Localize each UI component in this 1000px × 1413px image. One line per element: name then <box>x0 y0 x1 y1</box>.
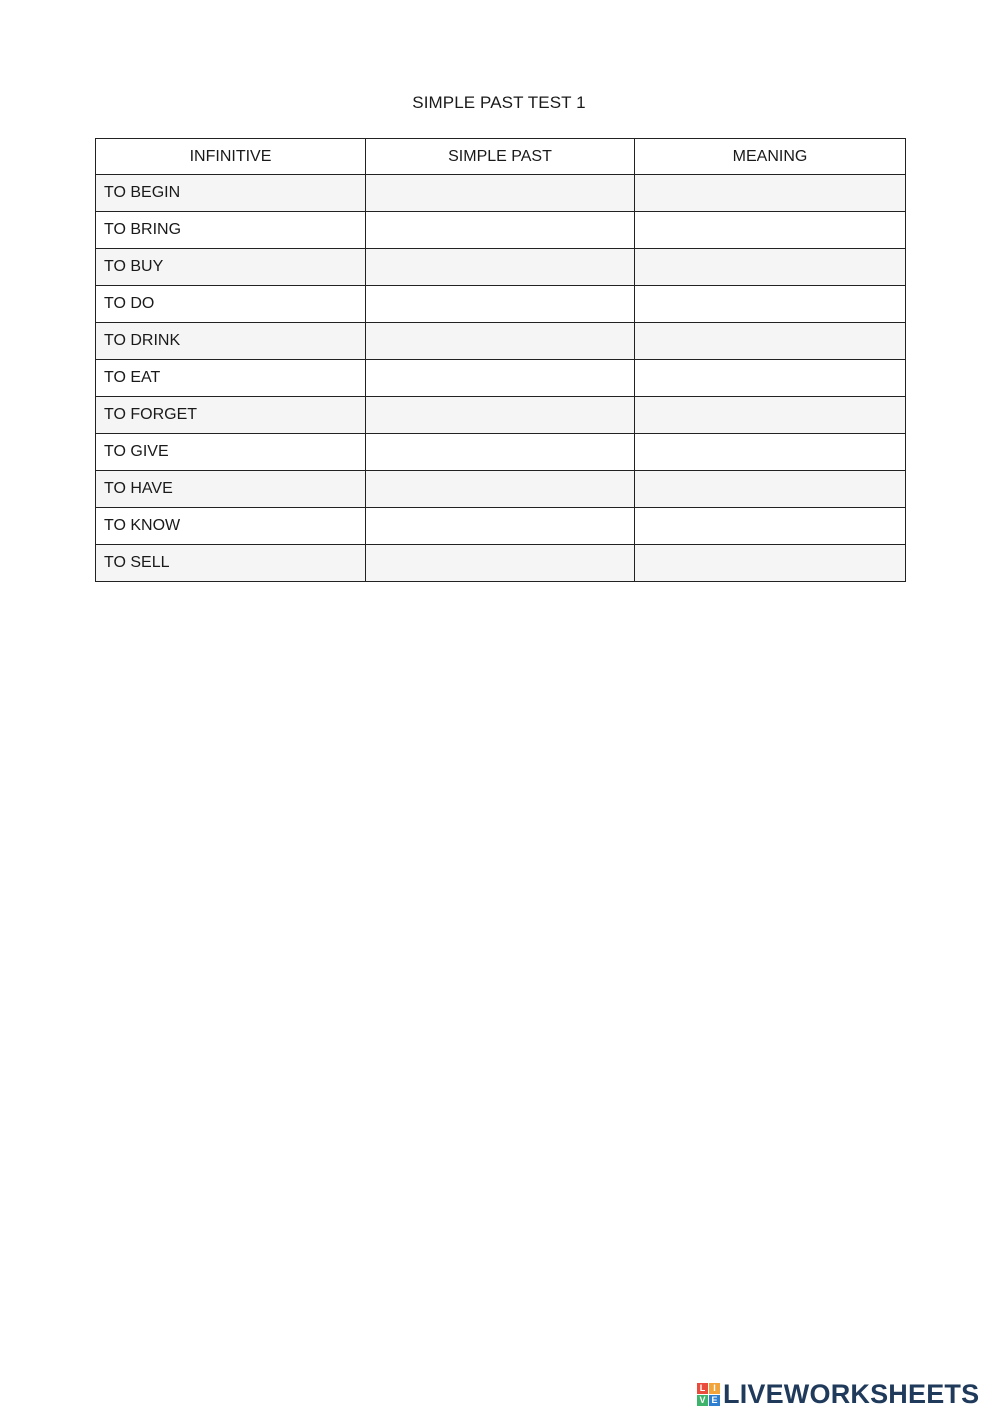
infinitive-cell: TO DRINK <box>96 323 366 360</box>
simple-past-answer-field[interactable] <box>366 323 634 359</box>
logo-text: LIVEWORKSHEETS <box>723 1378 980 1409</box>
meaning-answer-field[interactable] <box>635 471 905 507</box>
table-row <box>96 323 906 360</box>
simple-past-answer-field[interactable] <box>366 212 634 248</box>
logo-mark-letter: I <box>709 1383 720 1394</box>
logo-mark-letter: E <box>709 1395 720 1406</box>
table-header-row <box>96 139 906 175</box>
table-row <box>96 397 906 434</box>
simple-past-answer-field[interactable] <box>366 471 634 507</box>
meaning-answer-field[interactable] <box>635 249 905 285</box>
header-infinitive: INFINITIVE <box>96 139 366 175</box>
simple-past-cell[interactable] <box>366 545 635 582</box>
simple-past-answer-field[interactable] <box>366 397 634 433</box>
infinitive-cell: TO HAVE <box>96 471 366 508</box>
infinitive-cell: TO BUY <box>96 249 366 286</box>
infinitive-cell: TO FORGET <box>96 397 366 434</box>
table-row <box>96 212 906 249</box>
liveworksheets-logo <box>697 1378 979 1410</box>
table-row <box>96 286 906 323</box>
infinitive-cell: TO BRING <box>96 212 366 249</box>
meaning-answer-field[interactable] <box>635 508 905 544</box>
meaning-cell[interactable] <box>635 286 906 323</box>
infinitive-cell: TO DO <box>96 286 366 323</box>
simple-past-cell[interactable] <box>366 397 635 434</box>
meaning-answer-field[interactable] <box>635 212 905 248</box>
meaning-cell[interactable] <box>635 175 906 212</box>
meaning-answer-field[interactable] <box>635 175 905 211</box>
logo-mark-letter: V <box>697 1395 708 1406</box>
table-row <box>96 545 906 582</box>
meaning-answer-field[interactable] <box>635 434 905 470</box>
meaning-cell[interactable] <box>635 508 906 545</box>
infinitive-cell: TO KNOW <box>96 508 366 545</box>
meaning-cell[interactable] <box>635 397 906 434</box>
meaning-cell[interactable] <box>635 471 906 508</box>
logo-mark-letter: L <box>697 1383 708 1394</box>
meaning-cell[interactable] <box>635 249 906 286</box>
meaning-answer-field[interactable] <box>635 286 905 322</box>
simple-past-answer-field[interactable] <box>366 175 634 211</box>
simple-past-cell[interactable] <box>366 360 635 397</box>
meaning-cell[interactable] <box>635 212 906 249</box>
infinitive-cell: TO EAT <box>96 360 366 397</box>
simple-past-answer-field[interactable] <box>366 286 634 322</box>
table-row <box>96 360 906 397</box>
simple-past-answer-field[interactable] <box>366 434 634 470</box>
simple-past-answer-field[interactable] <box>366 249 634 285</box>
table-row <box>96 175 906 212</box>
simple-past-cell[interactable] <box>366 508 635 545</box>
simple-past-cell[interactable] <box>366 471 635 508</box>
infinitive-cell: TO BEGIN <box>96 175 366 212</box>
meaning-cell[interactable] <box>635 360 906 397</box>
table-row <box>96 508 906 545</box>
simple-past-answer-field[interactable] <box>366 360 634 396</box>
meaning-cell[interactable] <box>635 323 906 360</box>
table-row <box>96 434 906 471</box>
meaning-answer-field[interactable] <box>635 360 905 396</box>
simple-past-cell[interactable] <box>366 286 635 323</box>
simple-past-cell[interactable] <box>366 323 635 360</box>
simple-past-answer-field[interactable] <box>366 545 634 581</box>
page-title: SIMPLE PAST TEST 1 <box>412 93 586 112</box>
table-row <box>96 471 906 508</box>
table-row <box>96 249 906 286</box>
meaning-answer-field[interactable] <box>635 545 905 581</box>
header-meaning: MEANING <box>635 139 906 175</box>
verb-table <box>95 138 906 582</box>
infinitive-cell: TO GIVE <box>96 434 366 471</box>
infinitive-cell: TO SELL <box>96 545 366 582</box>
simple-past-answer-field[interactable] <box>366 508 634 544</box>
meaning-answer-field[interactable] <box>635 397 905 433</box>
simple-past-cell[interactable] <box>366 434 635 471</box>
simple-past-cell[interactable] <box>366 175 635 212</box>
meaning-cell[interactable] <box>635 545 906 582</box>
header-simple-past: SIMPLE PAST <box>366 139 635 175</box>
logo-mark-icon <box>697 1383 720 1406</box>
simple-past-cell[interactable] <box>366 212 635 249</box>
simple-past-cell[interactable] <box>366 249 635 286</box>
meaning-answer-field[interactable] <box>635 323 905 359</box>
meaning-cell[interactable] <box>635 434 906 471</box>
